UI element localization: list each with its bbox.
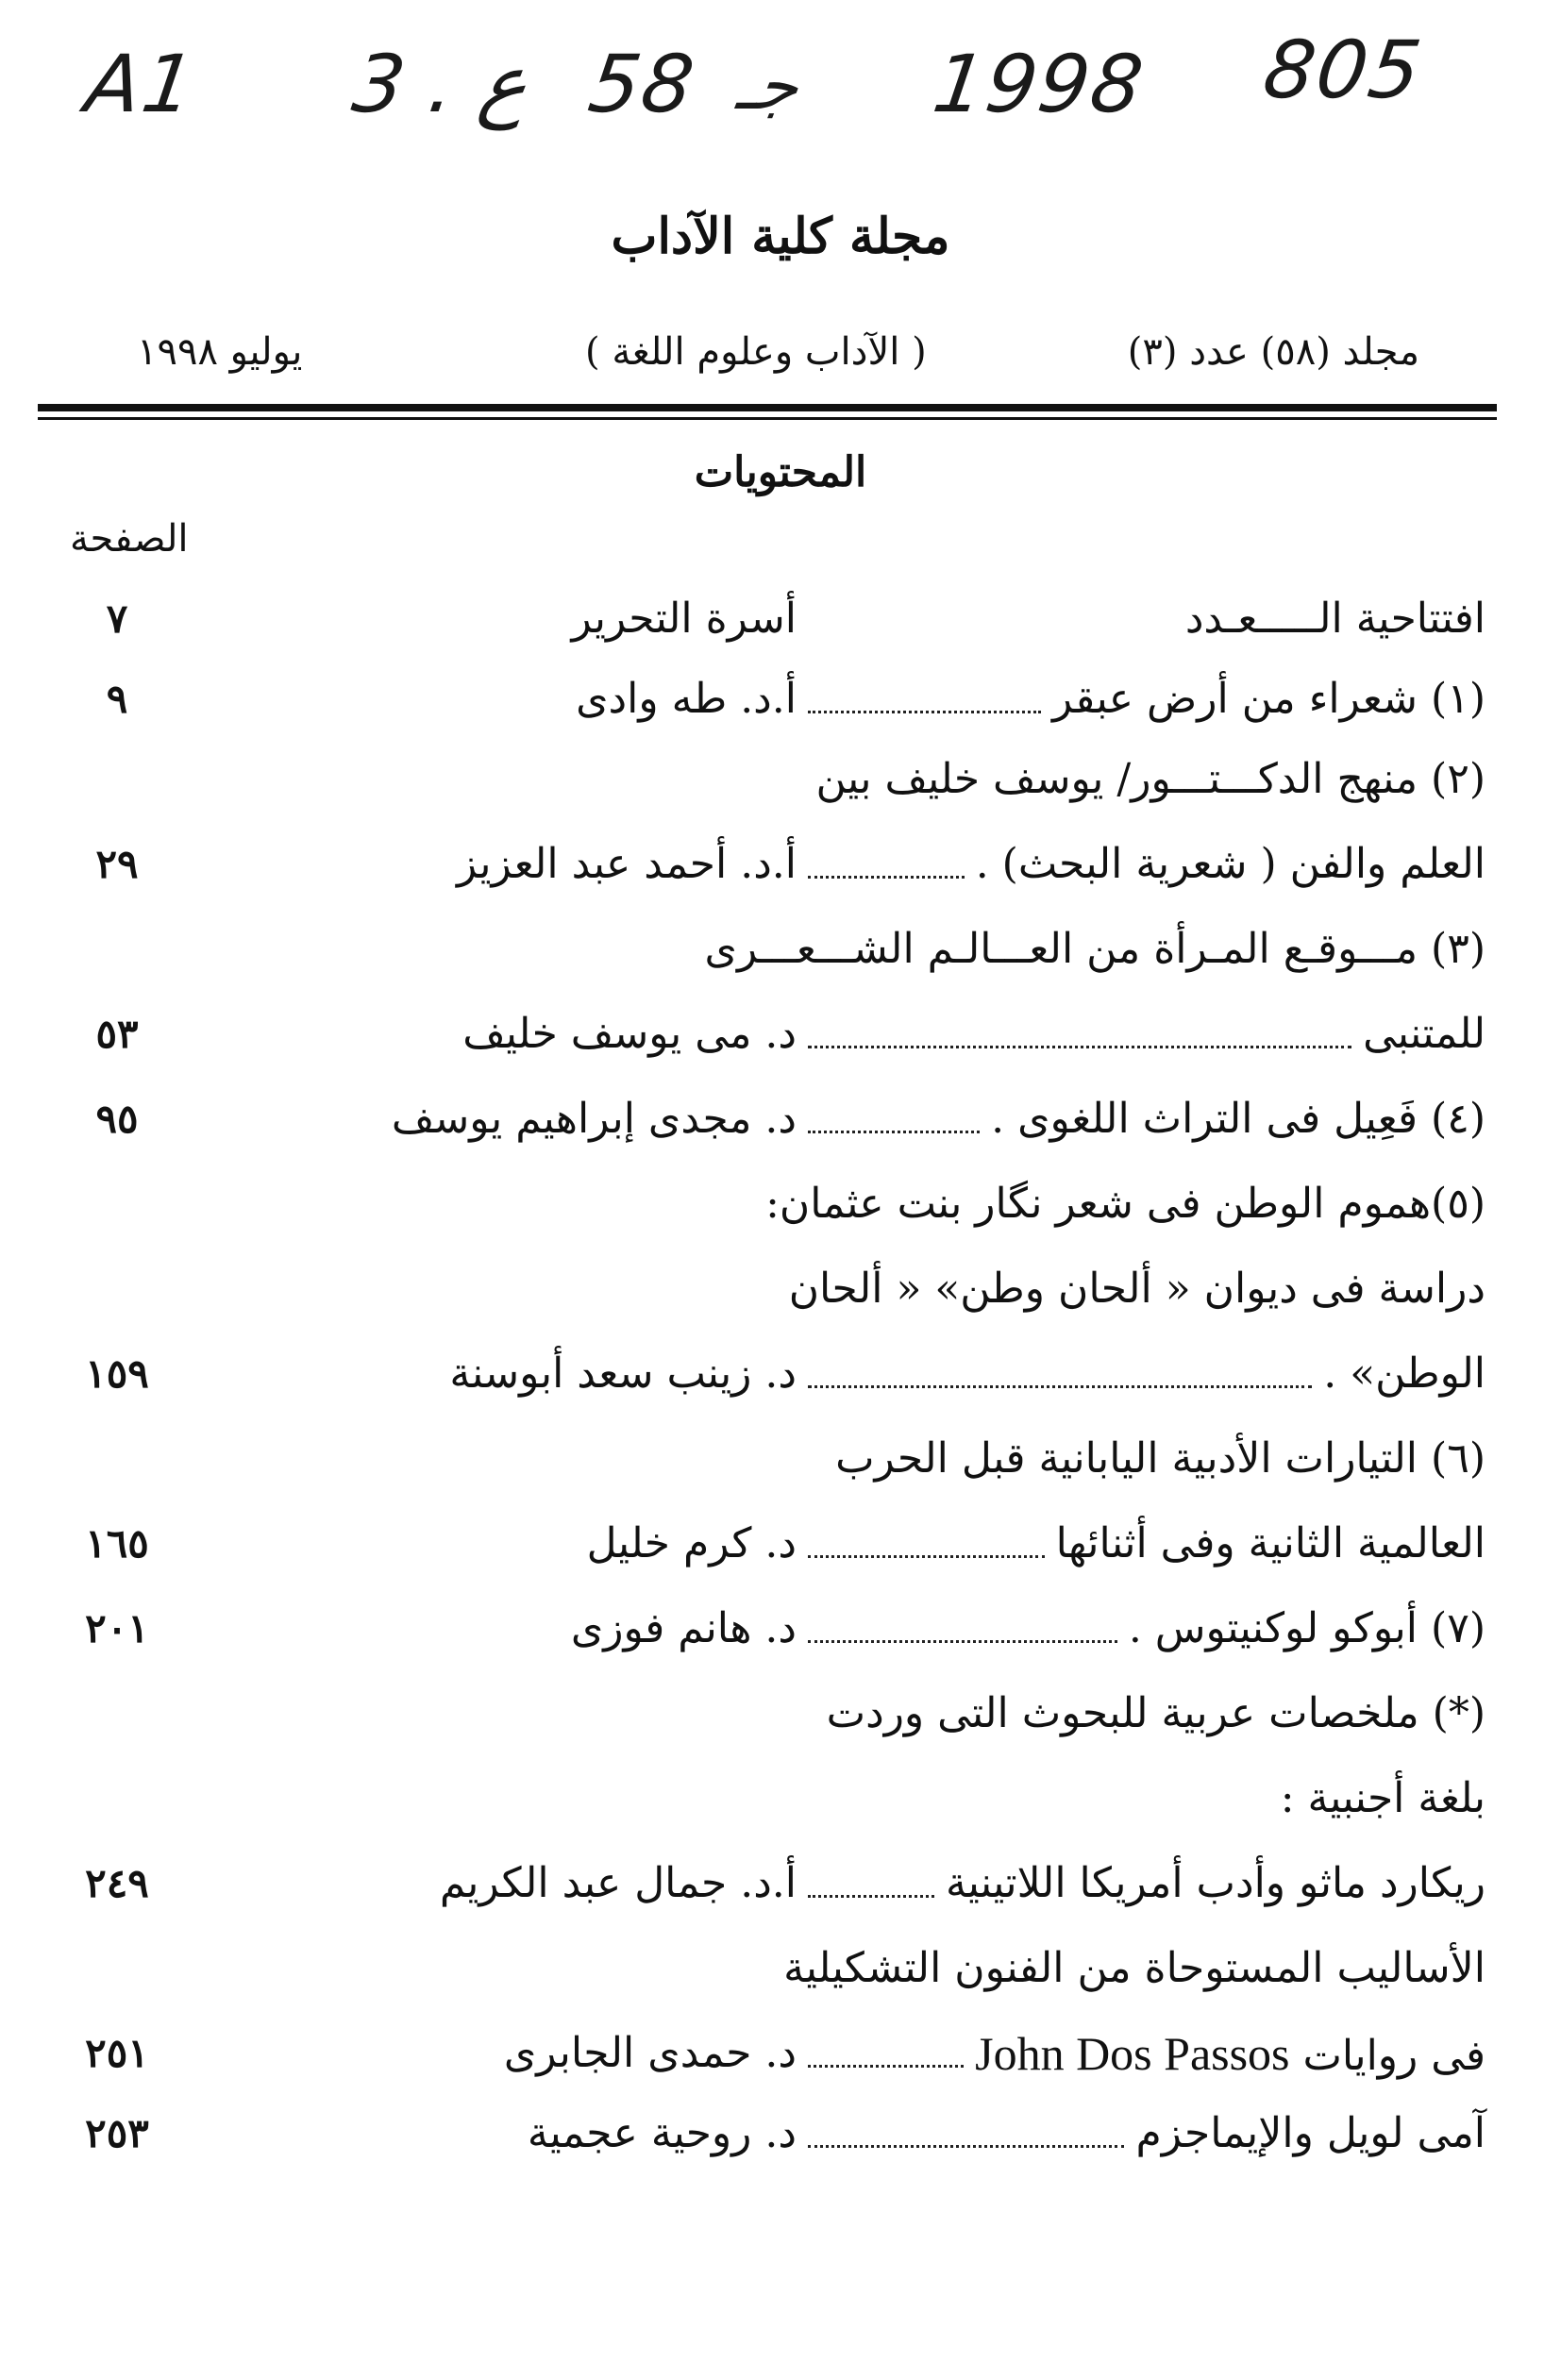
toc-entry: [65, 915, 1485, 983]
toc-entry-title: آمى لويل والإيماجزم: [1135, 2109, 1485, 2157]
toc-entry: [65, 1935, 1485, 2003]
contents-heading: المحتويات: [694, 448, 867, 496]
journal-volume-issue: مجلد (٥٨) عدد (٣): [1127, 330, 1419, 374]
handwritten-year: 1998: [928, 38, 1150, 130]
toc-leader-dots: [808, 707, 1041, 713]
toc-entry-author: أ.د. طه وادى: [576, 675, 797, 723]
toc-entry-page: ٢٠١: [85, 1605, 149, 1651]
toc-entry-title: (٤) فَعِيل فى التراث اللغوى .: [991, 1095, 1485, 1143]
toc-entry: [65, 1340, 1485, 1408]
toc-entry-author: د. مى يوسف خليف: [462, 1010, 797, 1058]
toc-entry-page: ٩: [106, 676, 128, 722]
toc-entry-title-arabic: فى روايات: [1289, 2032, 1485, 2080]
toc-entry-title: الأساليب المستوحاة من الفنون التشكيلية: [783, 1944, 1485, 1992]
toc-leader-dots: [808, 1891, 934, 1898]
journal-series: ( الآداب وعلوم اللغة ): [585, 330, 927, 374]
toc-entry-author: د. مجدى إبراهيم يوسف: [391, 1095, 797, 1143]
toc-entry: [65, 1255, 1485, 1323]
toc-leader-dots: [808, 1042, 1351, 1048]
toc-leader-dots: [808, 1551, 1045, 1558]
toc-entry-page: ٢٤٩: [85, 1860, 149, 1906]
toc-entry-page: ٢٥١: [85, 2030, 149, 2076]
handwritten-volume: 58: [583, 38, 701, 130]
toc-entry-author: د. حمدى الجابرى: [503, 2029, 797, 2077]
toc-entry-title: للمتنبى: [1363, 1010, 1485, 1058]
toc-entry-title: بلغة أجنبية :: [1280, 1774, 1485, 1822]
handwritten-volume-prefix: جـ: [732, 47, 804, 125]
handwritten-shelf: 3 . ع: [347, 38, 534, 130]
toc-entry-title: ريكارد ماثو وأدب أمريكا اللاتينية: [946, 1859, 1485, 1907]
toc-entry-author: د. زينب سعد أبوسنة: [449, 1349, 797, 1398]
header-rule-thick: [38, 404, 1497, 411]
toc-entry-title: [975, 2020, 1485, 2087]
toc-entry: [65, 2020, 1485, 2087]
toc-entry-title: (٧) أبوكو لوكنيتوس .: [1128, 1604, 1485, 1652]
toc-entry-title: دراسة فى ديوان « ألحان وطن» « ألحان: [788, 1265, 1485, 1313]
toc-entry-page: ١٥٩: [85, 1350, 149, 1397]
toc-entry: [65, 1680, 1485, 1748]
toc-entry-title: (١) شعراء من أرض عبقر: [1051, 675, 1485, 723]
toc-entry-title: (٥)هموم الوطن فى شعر نگار بنت عثمان:: [765, 1180, 1485, 1228]
toc-entry-page: ١٦٥: [85, 1520, 149, 1567]
toc-entry-author: أ.د. جمال عبد الكريم: [439, 1859, 797, 1907]
toc-entry-page: ٢٩: [95, 841, 139, 887]
toc-entry-title: العالمية الثانية وفى أثنائها: [1055, 1519, 1485, 1567]
toc-leader-dots: [808, 2061, 964, 2068]
toc-entry-author: د. كرم خليل: [586, 1519, 797, 1567]
page-column-label: الصفحة: [70, 517, 189, 561]
handwritten-number: 805: [1258, 24, 1429, 116]
toc-entry: [65, 746, 1485, 813]
toc-entry: [65, 1085, 1485, 1153]
toc-entry-author: د. هانم فوزى: [570, 1604, 797, 1652]
toc-entry-author: أ.د. أحمد عبد العزيز: [457, 840, 797, 888]
toc-entry: [65, 1425, 1485, 1493]
header-rule-thin: [38, 417, 1497, 420]
toc-leader-dots: [808, 1382, 1312, 1388]
toc-entry: [65, 1765, 1485, 1833]
toc-entry: [65, 1000, 1485, 1068]
toc-entry-title: (٦) التيارات الأدبية اليابانية قبل الحرب: [835, 1434, 1485, 1483]
toc-entry-title: (٢) منهج الدكـــتـــور/ يوسف خليف بين: [815, 755, 1485, 803]
handwritten-code: A1: [80, 38, 202, 130]
toc-entry-page: ٢٥٣: [85, 2110, 149, 2156]
toc-leader-dots: [808, 2141, 1124, 2148]
toc-entry: [65, 585, 1485, 653]
toc-entry: [65, 1850, 1485, 1918]
toc-entry: [65, 1510, 1485, 1578]
toc-entry: [65, 1170, 1485, 1238]
toc-leader-dots: [808, 872, 965, 879]
toc-entry-page: ٩٥: [95, 1096, 139, 1142]
toc-entry-title: العلم والفن ( شعرية البحث) .: [975, 840, 1485, 888]
toc-entry-page: ٧: [106, 595, 128, 642]
toc-entry-page: ٥٣: [95, 1011, 139, 1057]
toc-entry: [65, 830, 1485, 898]
toc-entry: [65, 2100, 1485, 2168]
toc-entry-title: الوطن» .: [1323, 1349, 1485, 1398]
journal-date: يوليو ١٩٩٨: [137, 330, 303, 374]
toc-entry-title: افتتاحية الـــــعـدد: [1184, 595, 1485, 643]
toc-entry-title: (*) ملخصات عربية للبحوث التى وردت: [826, 1689, 1485, 1737]
toc-leader-dots: [808, 1636, 1117, 1643]
toc-entry-title-latin: John Dos Passos: [975, 2027, 1290, 2080]
toc-entry: [65, 665, 1485, 733]
toc-entry-author: د. روحية عجمية: [527, 2109, 797, 2157]
toc-leader-dots: [808, 1127, 980, 1133]
journal-title: مجلة كلية الآداب: [611, 208, 950, 265]
toc-entry-author: أسرة التحرير: [571, 595, 797, 643]
toc-entry: [65, 1595, 1485, 1663]
toc-entry-title: (٣) مـــوقـع المـرأة من العـــالـم الشـــعـــرى: [704, 925, 1485, 973]
